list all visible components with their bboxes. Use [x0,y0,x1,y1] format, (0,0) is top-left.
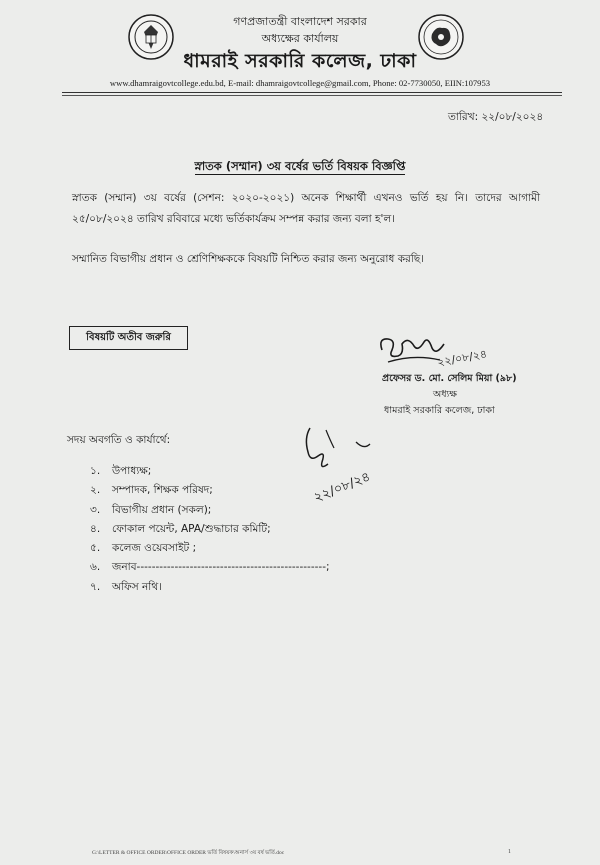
list-item-text: সম্পাদক, শিক্ষক পরিষদ; [112,484,213,497]
list-item-number: ৪. [90,522,101,535]
list-item-number: ৫. [90,542,101,555]
header-govt: গণপ্রজাতন্ত্রী বাংলাদেশ সরকার [233,15,367,28]
list-item [90,558,420,577]
body-paragraph-2: সম্মানিত বিভাগীয় প্রধান ও শ্রেণিশিক্ষককে বিষয়টি নিশ্চিত করার জন্য অনুরোধ করছি। [72,253,424,265]
signatory-name: প্রফেসর ড. মো. সেলিম মিয়া (৯৮) [382,373,517,384]
handwritten-initial [296,422,406,512]
notice-subject [0,158,600,177]
list-item-text: উপাধ্যক্ষ; [112,465,152,477]
footer-page-number: 1 [508,849,511,855]
list-item [90,520,420,539]
distribution-heading: সদয় অবগতি ও কার্যার্থে: [67,434,171,446]
list-item-number: ৬. [90,561,101,574]
signatory-title: অধ্যক্ষ [433,389,458,400]
list-item-text: বিভাগীয় প্রধান (সকল); [112,503,212,516]
principal-signature [374,330,504,372]
list-item-text: ফোকাল পয়েন্ট, APA/শুদ্ধাচার কমিটি; [112,522,271,535]
header-contact: www.dhamraigovtcollege.edu.bd, E-mail: dhamraigovtcollege@gmail.com, Phone: 02-7730050, EIIN:107953 [109,78,491,88]
body-paragraph-1: স্নাতক (সম্মান) ৩য় বর্ষের (সেশন: ২০২০-২০২১) অনেক শিক্ষার্থী এখনও ভর্তি হয় নি। তাদের আগামী ২৫/০৮/২০২৪ তারিখ রবিবারে মধ্যে ভর্তিকার্যক্রম সম্পন্ন করার জন্য বলা হ'ল। [72,192,540,225]
header-college-name: ধামরাই সরকারি কলেজ, ঢাকা [183,50,417,72]
list-item-number: ২. [90,484,101,497]
header-rule-secondary [62,95,562,96]
svg-text:২২/০৮/২৪: ২২/০৮/২৪ [311,469,373,506]
list-item-text: কলেজ ওয়েবসাইট ; [112,542,197,555]
header-office: অধ্যক্ষের কার্যালয় [261,32,339,45]
list-item-number: ৩. [90,503,101,516]
svg-text:২২/০৮/২৪: ২২/০৮/২৪ [436,347,489,369]
signatory-office: ধামরাই সরকারি কলেজ, ঢাকা [384,405,495,416]
urgent-box [69,326,188,350]
header-rule [62,92,562,93]
list-item [90,578,420,597]
urgent-label: বিষয়টি অতীব জরুরি [86,331,171,343]
list-item [90,539,420,558]
footer-file-path: G:\LETTER & OFFICE ORDER\OFFICE ORDER ভর্তি বিষয়ক\অনার্স ৩য় বর্ষ ভর্তি.doc [92,850,285,856]
list-item-text: অফিস নথি। [112,580,162,593]
subject-text: স্নাতক (সম্মান) ৩য় বর্ষের ভর্তি বিষয়ক বিজ্ঞপ্তি [194,159,406,173]
list-item-number: ১. [90,465,101,477]
notice-date: তারিখ: ২২/০৮/২০২৪ [448,111,544,123]
list-item-number: ৭. [90,580,101,593]
list-item-text: জনাব--------------------------------------------------; [112,561,330,574]
